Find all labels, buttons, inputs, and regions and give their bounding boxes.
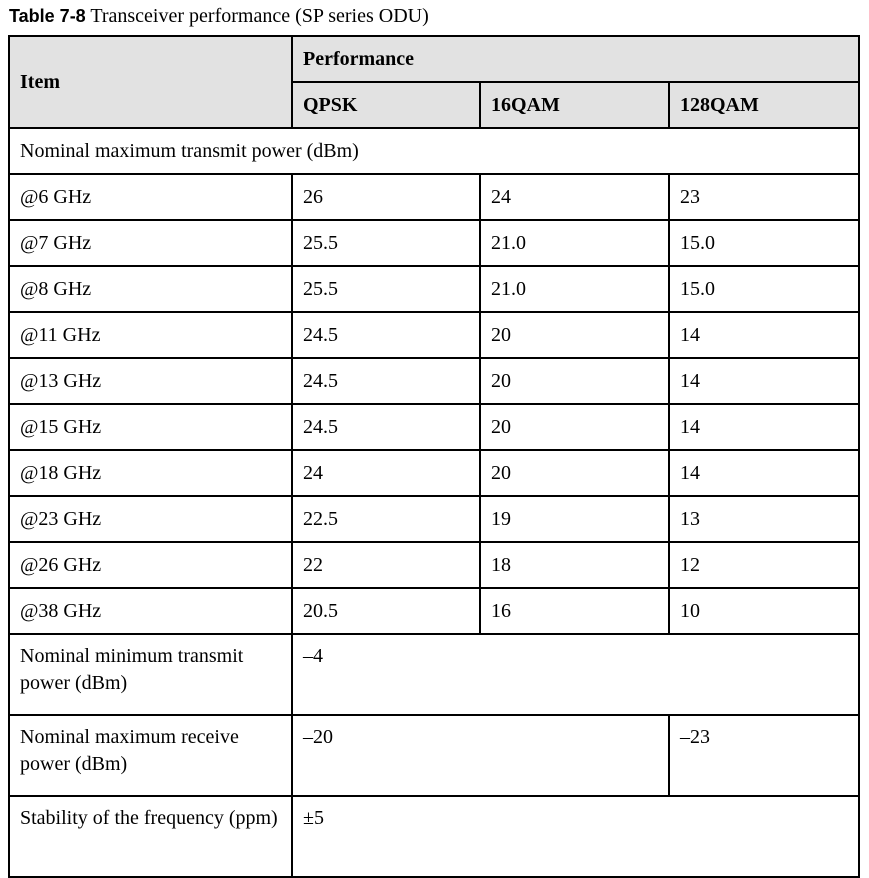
frequency-cell: @18 GHz — [9, 450, 292, 496]
min-transmit-label: Nominal minimum transmit power (dBm) — [9, 634, 292, 715]
table-caption-label: Table 7-8 — [9, 6, 86, 26]
stability-value: ±5 — [292, 796, 859, 877]
max-receive-label: Nominal maximum receive power (dBm) — [9, 715, 292, 796]
transceiver-performance-table — [8, 35, 860, 878]
table-row — [9, 312, 859, 358]
table-row — [9, 496, 859, 542]
qpsk-cell: 24 — [292, 450, 480, 496]
16qam-column-header: 16QAM — [480, 82, 669, 128]
16qam-cell: 20 — [480, 312, 669, 358]
qpsk-cell: 25.5 — [292, 266, 480, 312]
table-row — [9, 450, 859, 496]
stability-row — [9, 796, 859, 877]
frequency-cell: @15 GHz — [9, 404, 292, 450]
qpsk-cell: 20.5 — [292, 588, 480, 634]
16qam-cell: 19 — [480, 496, 669, 542]
stability-label: Stability of the frequency (ppm) — [9, 796, 292, 877]
section-title: Nominal maximum transmit power (dBm) — [9, 128, 859, 174]
qpsk-cell: 24.5 — [292, 312, 480, 358]
table-row — [9, 174, 859, 220]
qpsk-cell: 25.5 — [292, 220, 480, 266]
table-caption — [9, 4, 429, 28]
qpsk-cell: 22.5 — [292, 496, 480, 542]
128qam-cell: 10 — [669, 588, 859, 634]
table-caption-text: Transceiver performance (SP series ODU) — [90, 5, 429, 27]
table-row — [9, 542, 859, 588]
128qam-cell: 14 — [669, 450, 859, 496]
table-row — [9, 358, 859, 404]
frequency-cell: @8 GHz — [9, 266, 292, 312]
128qam-cell: 12 — [669, 542, 859, 588]
frequency-cell: @38 GHz — [9, 588, 292, 634]
qpsk-cell: 22 — [292, 542, 480, 588]
qpsk-column-header: QPSK — [292, 82, 480, 128]
header-row — [9, 36, 859, 82]
128qam-cell: 13 — [669, 496, 859, 542]
128qam-cell: 15.0 — [669, 266, 859, 312]
table-row — [9, 220, 859, 266]
frequency-cell: @23 GHz — [9, 496, 292, 542]
128qam-cell: 14 — [669, 404, 859, 450]
128qam-cell: 15.0 — [669, 220, 859, 266]
max-receive-value-qpsk-16qam: –20 — [292, 715, 669, 796]
qpsk-cell: 24.5 — [292, 358, 480, 404]
frequency-cell: @13 GHz — [9, 358, 292, 404]
16qam-cell: 21.0 — [480, 220, 669, 266]
section-row — [9, 128, 859, 174]
table-row — [9, 588, 859, 634]
frequency-cell: @26 GHz — [9, 542, 292, 588]
frequency-cell: @6 GHz — [9, 174, 292, 220]
table-row — [9, 404, 859, 450]
16qam-cell: 24 — [480, 174, 669, 220]
item-column-header: Item — [9, 36, 292, 128]
128qam-cell: 23 — [669, 174, 859, 220]
16qam-cell: 20 — [480, 404, 669, 450]
table-row — [9, 266, 859, 312]
frequency-cell: @11 GHz — [9, 312, 292, 358]
16qam-cell: 20 — [480, 450, 669, 496]
frequency-cell: @7 GHz — [9, 220, 292, 266]
qpsk-cell: 24.5 — [292, 404, 480, 450]
max-receive-row — [9, 715, 859, 796]
16qam-cell: 18 — [480, 542, 669, 588]
16qam-cell: 16 — [480, 588, 669, 634]
128qam-column-header: 128QAM — [669, 82, 859, 128]
16qam-cell: 21.0 — [480, 266, 669, 312]
max-receive-value-128qam: –23 — [669, 715, 859, 796]
128qam-cell: 14 — [669, 312, 859, 358]
performance-column-header: Performance — [292, 36, 859, 82]
16qam-cell: 20 — [480, 358, 669, 404]
128qam-cell: 14 — [669, 358, 859, 404]
qpsk-cell: 26 — [292, 174, 480, 220]
min-transmit-row — [9, 634, 859, 715]
min-transmit-value: –4 — [292, 634, 859, 715]
